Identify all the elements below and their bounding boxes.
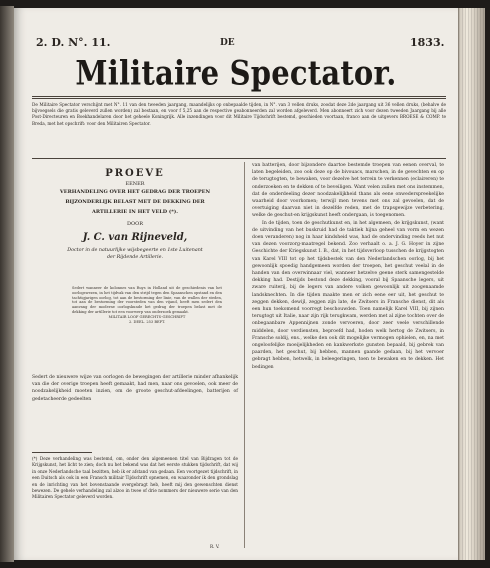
footnote-rule <box>32 452 92 453</box>
article-over: EENER <box>125 181 145 187</box>
year: 1833. <box>410 36 445 49</box>
article-subtitle-2: BIJZONDERLIJK BELAST MET DE DEKKING DER <box>65 199 205 205</box>
right-paragraph-2: In de tijden, toen de geschutkunst en, in het algemeen, de krijgskunst, (want de uitvinding van het buskruid had de taktiek hijna geheel van vorm en wezen doen veranderen) nog in haar kindsheid was, had de ondervinding reeds het nut van dezen voorzorg-maatregel bekend. Zoo verhaalt o. a. J. G. Hoyer in zijne Geschichte der Kriegskunst I. B., dat, in het tijdsverloop tusschen de krijgstogten van Karel VIII tot op het tijdsbestek van den Nederlandschen oorlog, bij het gewoonlijk spoedig handgemeen worden der troepen, het geschut veelal in de handen van den overwinnaar viel, wanneer hetzelve geene sterk samengestelde dekking had. Destijds bestond deze dekking, vooral bij Spaansche legers, uit zware ruiterij, bij de legers van andere volken gewoonlijk uit zoogenaamde landsknechten. In die tijden maakte men er zich eene eer uit, het geschut te zeggen dekken, dewijl, zeggen zijn late, de Zwitsers in Fransche dienst, dit als een hun toekomend voorregt beschouwden. Toen namelijk Karel VIII, bij zijnen terugtogt uit Italie, naar zijn rijk terugkwam, werden met al zijne tochten over de onbegaanbare Appennijnen zonde vervoeren, door zeer veele verschillende middelen, door verdiensten, beproefd had, hoden welk hertog de Zwitsers, in Fransche soldij, ens., welke den ook dit mogelijke vermogen ophielen, en, na met ongeloofelijke moeijelijkheden en kankwerkste gunsten bepaald, bij gebrek van paarden, het geschut, bij hebben, mannen gaande gedaan, bij het vervoer gebragt hebben, hetwelk, in beleegeringen, toen te bewaken en te dekken. Het bedingen <box>252 220 444 370</box>
column-divider <box>244 162 245 548</box>
epigraph-source-1: MILITAIR LOOF GERECHTS-GESCHRIFT <box>108 314 186 319</box>
article-lead: Sedert de nieuwere wijze van oorlogen de bewegingen der artillerie minder afhankelijk van die der overige troepen heeft gemaakt, had men, naar ons gevoelen, ook meer de noodzakelijkheid moeten inzien, om de groote geschut-afdeelingen, batterijen of gedetacheerde gedeelten <box>32 375 238 402</box>
masthead-de: DE <box>220 38 235 48</box>
article-subtitle-1: VERHANDELING OVER HET GEDRAG DER TROEPEN <box>59 189 211 195</box>
journal-title: Militaire Spectator. <box>75 53 397 93</box>
subscription-notice: De Militaire Spectator verschijnt met N°. 11 van den tweeden jaargang, maandelijks op onbepaalde tijden, in N°. van 3 vellen druks, zoodat deze 2de jaargang uit 36 vellen druks, (behalve de bijvoegsels die gratis geleverd zullen worden) zal bestaan, en voor f 5,25 aan de respective geabonneerden zal worden afgeleverd. Men abonneert zich voor dezen tweeden Jaargang bij alle Post-Directeuren en Boekhandelaren door het geheele Koningrijk. Alle inzendingen voor dit Militaire Tijdschrift bestemd, geschieden voortaan, franco aan de uitgevers BROESE & COMP. te Breda, met het opschrift: voor den Militairen Spectator. <box>32 102 446 126</box>
issue-number: 2. D. N°. 11. <box>36 36 111 49</box>
footnote-signature: R. V. <box>210 544 220 549</box>
affiliation-line-1: Doctor in de natuurlijke wijsbegeerte en 1ste Luitenant <box>67 248 203 253</box>
affiliation-line-2: der Rijdende Artillerie. <box>106 254 164 260</box>
epigraph-block <box>72 286 222 324</box>
article-subtitle-3: ARTILLERIE IN HET VELD (*). <box>92 209 178 215</box>
article-heading: PROEVE <box>105 168 165 179</box>
epigraph-source-2: 2. DEEL. 253 BEPT. <box>128 319 166 324</box>
document-page <box>14 8 458 560</box>
right-column <box>252 162 444 371</box>
article-author: J. C. van Rijneveld, <box>82 232 188 243</box>
footnote: (*) Deze verhandeling was bestemd, om, onder den algemeenen titel van Bijdragen tot de Krijgskunst, het licht te zien; doch nu het bekend was dat het eerste stukken tijdschrift, dat wij in onze Nederlandsche taal bezitten, heb ik er afstand van gedaan. Een voortgezet tijdschrift, in een Duitsch als ook in een Fransch militair Tijdschrift opnemen, en waaronder ik den grondslag en de inrichting van het bovenstaande overgebragt heb, heeft mij den gewenschten dienst bewezen. De gehele verhandeling zal alzoo in twee of drie nommers der nieuwere serie van den Militairen Spectator geleverd worden. <box>32 456 238 500</box>
page-edges <box>458 8 485 560</box>
epigraph-text: Sedert wanneer de kolonnes van Ruys in Holland uit de geschiedenis van het oorlogswezen, in het tijdvak van den strijd tegen den Spaanschen opstand en den tachtigjarigen oorlog, tot aan de bestorming der linie, van de wallen der steden, tot aan de bestorming der voorsteden van den vijand, heeft men sedert den aanvang der moderne oorlogskunde het gedrag der troepen belast met de dekking der artillerie tot een voorwerp van onderzoek gemaakt. <box>72 286 222 314</box>
right-paragraph-1: van batterijen, door bijzondere daartoe bestemde troepen van eenen overval, te laten begeleiden, zoo ook deze op de bivouacs, marschen, in de gevechten en op de terugtogten, te bewaken, voor dezelve het terrein te verkennen (eclaireren) te onderzoeken en te dekken of te beveiligen. Want velen zullen met ons instemmen, dat de onderdeeling dezer noodzakelijkheid thans als eene onwederspreekelijke waarheid door voorkomen; terwijl men tevens met ons zal gevoelen, dat de overtuiging daarvan niet in dezelfde reden, met de trapsgewijze verbetering, welke de geschut-en krijgskunst heeft ondergaan, is toegenomen. <box>252 163 444 219</box>
rule-top-2 <box>32 98 446 99</box>
rule-top <box>32 96 446 97</box>
author-affiliation <box>32 248 238 261</box>
book-spine <box>0 6 14 562</box>
rule-mid <box>32 158 446 159</box>
article-door: DOOR <box>127 221 143 227</box>
